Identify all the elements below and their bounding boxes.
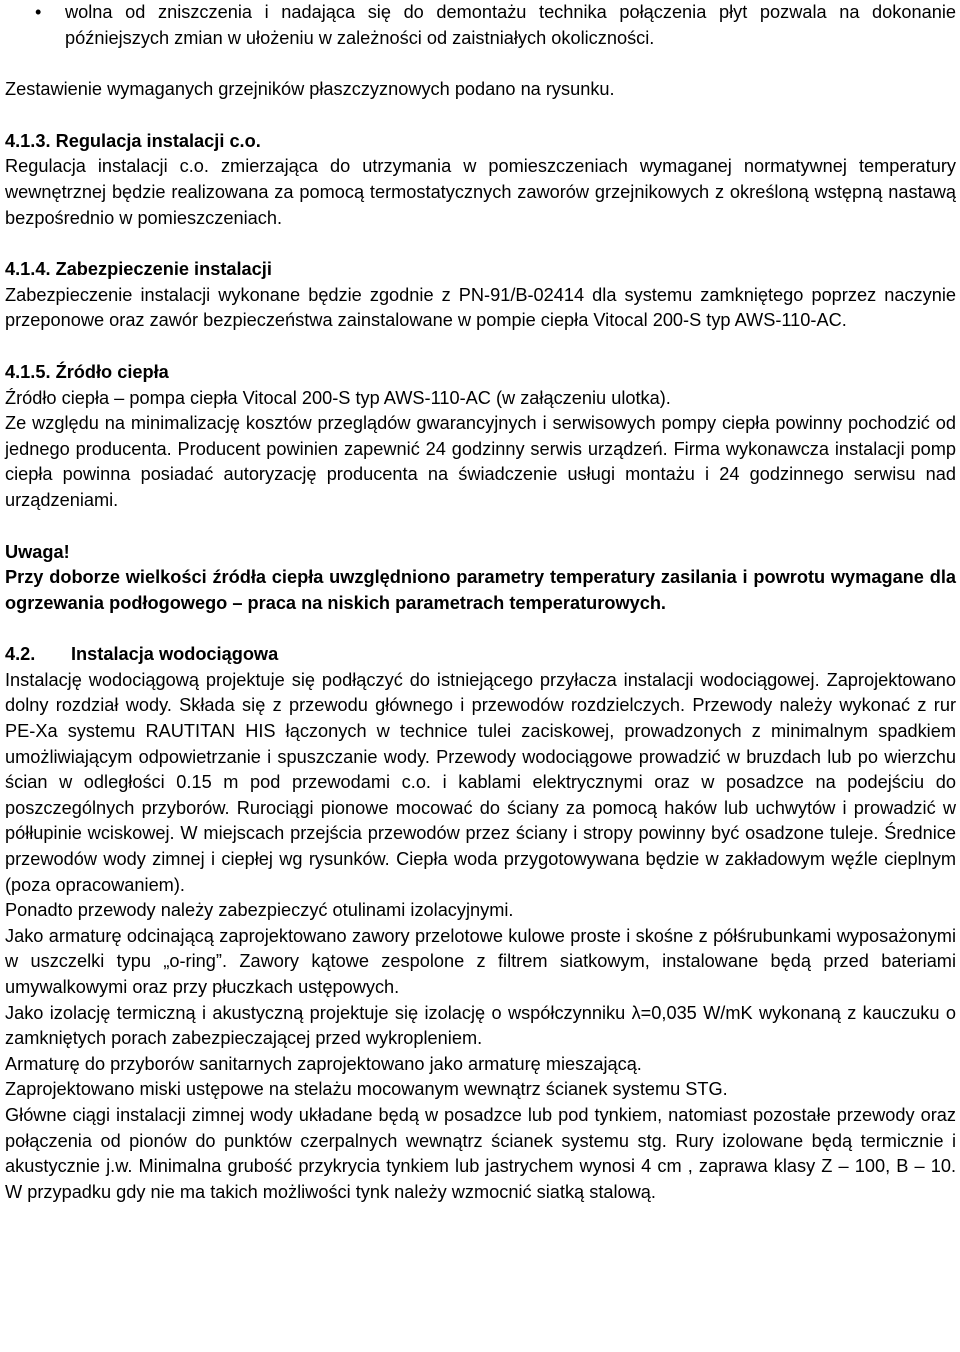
bullet-icon: • — [35, 2, 42, 22]
section-number: 4.1.4. — [5, 259, 51, 280]
paragraph: Jako izolację termiczną i akustyczną projektuje się izolację o współczynniku λ=0,035 W/mK wykonaną z kauczuku o zamkniętych porach zabezpieczającej przed wykropleniem. — [5, 1002, 956, 1049]
paragraph: Jako armaturę odcinającą zaprojektowano zawory przelotowe kulowe proste i skośne z półśrubunkami wyposażonymi w uszczelki typu „o-ring”. Zawory kątowe zespolone z filtrem siatkowym, instalowane będą przed bateriami umywalkowymi oraz przy płuczkach ustępowych. — [5, 925, 956, 997]
paragraph: Armaturę do przyborów sanitarnych zaprojektowano jako armaturę mieszającą. — [5, 1053, 642, 1074]
section-title: Instalacja wodociągowa — [71, 644, 279, 665]
section-number: 4.1.3. — [5, 130, 51, 151]
section-line-4-1-5-b: Ze względu na minimalizację kosztów przeglądów gwarancyjnych i serwisowych pompy ciepła powinny pochodzić od jednego producenta. Producent powinien zapewnić 24 godzinny serwis urządzeń. Firma wykonawcza instalacji pomp ciepła powinna posiadać autoryzację producenta na świadczenie usługi montażu i 24 godzinnego serwisu nad urządzeniami. — [5, 413, 956, 510]
section-number: 4.2. — [5, 644, 36, 665]
section-body-4-1-3: Regulacja instalacji c.o. zmierzająca do utrzymania w pomieszczeniach wymaganej normatywnej temperatury wewnętrznej będzie realizowana za pomocą termostatycznych zaworów grzejnikowych z określoną wstępną nastawą bezpośrednio w pomieszczeniach. — [5, 156, 956, 228]
spacer — [5, 616, 956, 642]
paragraph: Ponadto przewody należy zabezpieczyć otulinami izolacyjnymi. — [5, 900, 514, 921]
bullet-list — [5, 0, 956, 51]
paragraph: Instalację wodociągową projektuje się podłączyć do istniejącego przyłacza instalacji wodociągowej. Zaprojektowano dolny rozdział wody. Składa się z przewodu głównego i przewodów rozdzielczych. Przewody należy wykonać z rur PE-Xa systemu RAUTITAN HIS łączonych w technice tulei zaciskowej, prowadzonych z minimalnym spadkiem umożliwiającym odpowietrzanie i spuszczanie wody. Przewody wodociągowe prowadzić w bruzdach lub po wierzchu ścian w odległości 0.15 m pod przewodami c.o. i kablami elektrycznymi oraz w posadzce na podejściu do poszczególnych przyborów. Rurociągi pionowe mocować do ściany za pomocą haków lub uchwytów i prowadzić w półłupinie wciskowej. W miejscach przejścia przewodów przez ściany i stropy powinny być osadzone tuleje. Średnice przewodów wody zimnej i ciepłej wg rysunków. Ciepła woda przygotowywana będzie w zakładowym węźle cieplnym (poza opracowaniem). — [5, 669, 956, 895]
spacer — [5, 334, 956, 360]
warning-mark: ! — [63, 541, 70, 562]
section-title: Źródło ciepła — [55, 361, 169, 382]
section-line-4-1-5-a: Źródło ciepła – pompa ciepła Vitocal 200-S typ AWS-110-AC (w załączeniu ulotka). — [5, 387, 671, 408]
warning-label-line — [5, 540, 956, 566]
section-title: Regulacja instalacji c.o. — [55, 130, 261, 151]
section-heading-4-2 — [5, 642, 956, 668]
section-number: 4.1.5. — [5, 361, 51, 382]
bullet-item — [5, 0, 956, 51]
paragraph: Główne ciągi instalacji zimnej wody układane będą w posadzce lub pod tynkiem, natomiast pozostałe przewody oraz połączenia od pionów do punktów czerpalnych wewnątrz ścianek systemu stg. Rury izolowane będą termicznie i akustycznie j.w. Minimalna grubość przykrycia tynkiem lub jastrychem wynosi 4 cm , zaprawa klasy Z – 100, B – 10. W przypadku gdy nie ma takich możliwości tynk należy wzmocnić siatką stalową. — [5, 1104, 956, 1202]
section-heading-4-1-4 — [5, 257, 956, 283]
spacer — [5, 514, 956, 540]
section-heading-4-1-5 — [5, 360, 956, 386]
section-body-4-1-4: Zabezpieczenie instalacji wykonane będzie zgodnie z PN-91/B-02414 dla systemu zamkniętego poprzez naczynie przeponowe oraz zawór bezpieczeństwa zainstalowane w pompie ciepła Vitocal 200-S typ AWS-110-AC. — [5, 284, 956, 331]
spacer — [5, 51, 956, 77]
section-heading-4-1-3 — [5, 129, 956, 155]
warning-text: Przy doborze wielkości źródła ciepła uwzględniono parametry temperatury zasilania i powrotu wymagane dla ogrzewania podłogowego – praca na niskich parametrach temperaturowych. — [5, 567, 956, 613]
spacer — [5, 231, 956, 257]
intro-line: Zestawienie wymaganych grzejników płaszczyznowych podano na rysunku. — [5, 79, 615, 100]
warning-label: Uwaga — [5, 541, 64, 562]
bullet-text: wolna od zniszczenia i nadająca się do demontażu technika połączenia płyt pozwala na dokonanie późniejszych zmian w ułożeniu w zależności od zaistniałych okoliczności. — [65, 2, 956, 48]
section-title: Zabezpieczenie instalacji — [55, 259, 272, 280]
paragraph: Zaprojektowano miski ustępowe na stelażu mocowanym wewnątrz ścianek systemu STG. — [5, 1079, 728, 1100]
spacer — [5, 103, 956, 129]
